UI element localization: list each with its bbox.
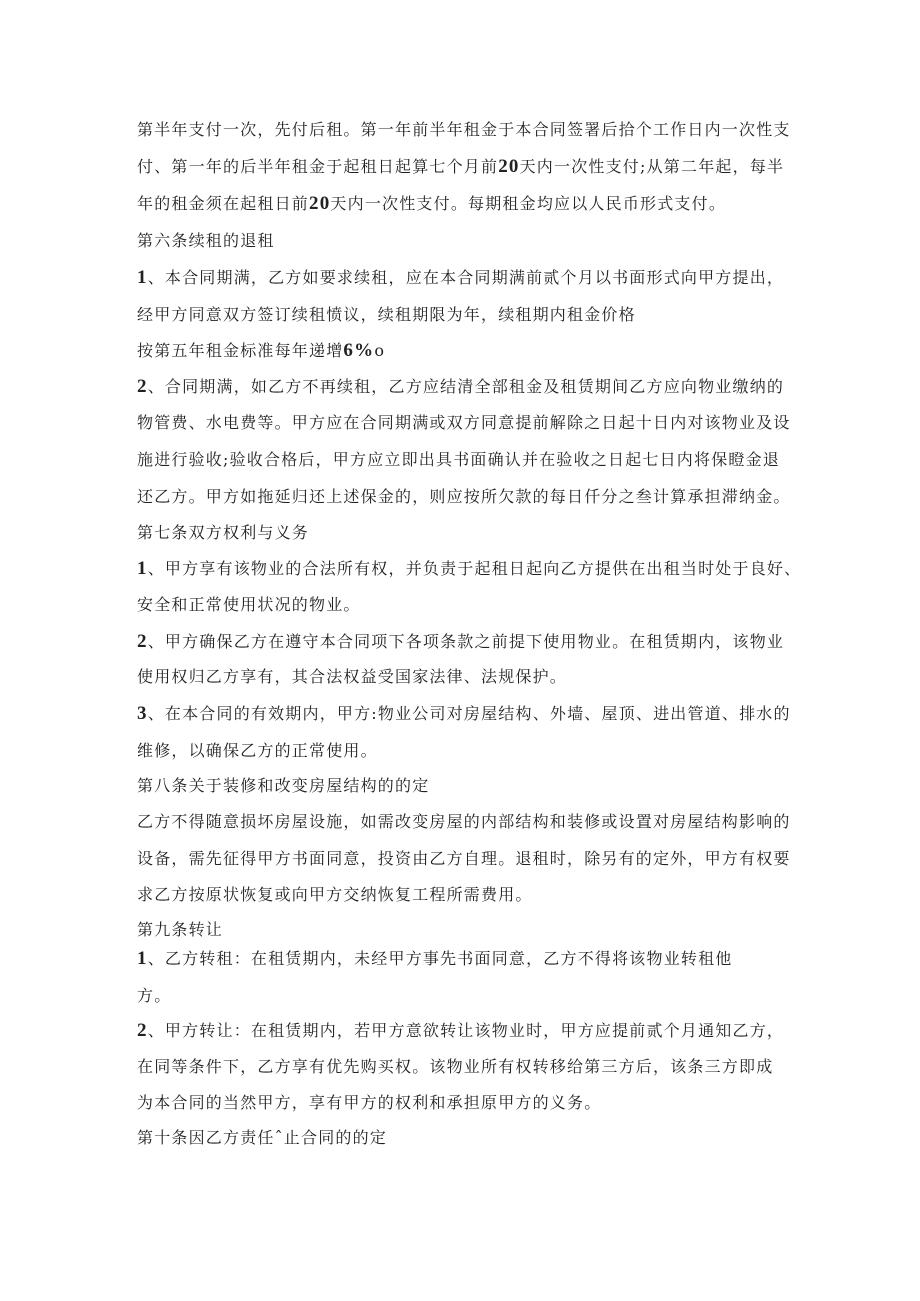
section-heading: 第十条因乙方责任ˆ止合同的的定 [137,1128,388,1147]
section-heading: 第八条关于装修和改变房屋结构的的定 [137,776,430,795]
text-line: 为本合同的当然甲方，享有甲方的权利和承担原甲方的义务。 [137,1093,602,1112]
text-line: 按第五年租金标准每年递增6%o [137,340,386,361]
text-line: 求乙方按原状恢复或向甲方交纳恢复工程所需费用。 [137,885,533,904]
text-line: 在同等条件下，乙方享有优先购买权。该物业所有权转移给第三方后，该条三方即成 [137,1057,774,1076]
text-line: 1、乙方转租：在租赁期内，未经甲方事先书面同意，乙方不得将该物业转租他 [137,948,733,969]
text-line: 方。 [137,986,172,1005]
text-line: 付、第一年的后半年租金于起租日起算七个月前20天内一次性支付;从第二年起，每半 [137,156,785,177]
text-line: 乙方不得随意损坏房屋设施，如需改变房屋的内部结构和装修或设置对房屋结构影响的 [137,812,791,831]
text-line: 使用权归乙方享有，其合法权益受国家法律、法规保护。 [137,667,568,686]
section-heading: 第九条转让 [137,920,224,939]
text-line: 安全和正常使用状况的物业。 [137,595,361,614]
text-line: 设备，需先征得甲方书面同意，投资由乙方自理。退租时，除另有的定外，甲方有权要 [137,849,791,868]
text-line: 1、本合同期满，乙方如要求续租，应在本合同期满前贰个月以书面形式向甲方提出， [137,267,785,288]
section-heading: 第六条续租的退租 [137,231,275,250]
text-line: 经甲方同意双方签订续租愤议，续租期限为年，续租期内租金价格 [137,305,636,324]
text-line: 还乙方。甲方如拖延归还上述保金的，则应按所欠款的每日仟分之叁计算承担滞纳金。 [137,487,791,506]
text-line: 施进行验收;验收合格后，甲方应立即出具书面确认并在验收之日起七日内将保瞪金退 [137,450,780,469]
text-line: 2、甲方确保乙方在遵守本合同项下各项条款之前提下使用物业。在租赁期内，该物业 [137,631,785,652]
text-line: 第半年支付一次，先付后租。第一年前半年租金于本合同签署后拾个工作日内一次性支 [137,120,791,139]
section-heading: 第七条双方权利与义务 [137,523,310,542]
text-line: 物管费、水电费等。甲方应在合同期满或双方同意提前解除之日起十日内对该物业及设 [137,413,791,432]
text-line: 年的租金须在起租日前20天内一次性支付。每期租金均应以人民币形式支付。 [137,193,727,214]
text-line: 维修，以确保乙方的正常使用。 [137,741,378,760]
text-line: 2、甲方转让：在租赁期内，若甲方意欲转让该物业时，甲方应提前贰个月通知乙方， [137,1020,785,1041]
text-line: 2、合同期满，如乙方不再续租，乙方应结清全部租金及租赁期间乙方应向物业缴纳的 [137,376,785,397]
text-line: 1、甲方享有该物业的合法所有权，并负责于起租日起向乙方提供在出租当时处于良好、 [137,558,802,579]
text-line: 3、在本合同的有效期内，甲方:物业公司对房屋结构、外墙、屋顶、进出管道、排水的 [137,703,791,724]
